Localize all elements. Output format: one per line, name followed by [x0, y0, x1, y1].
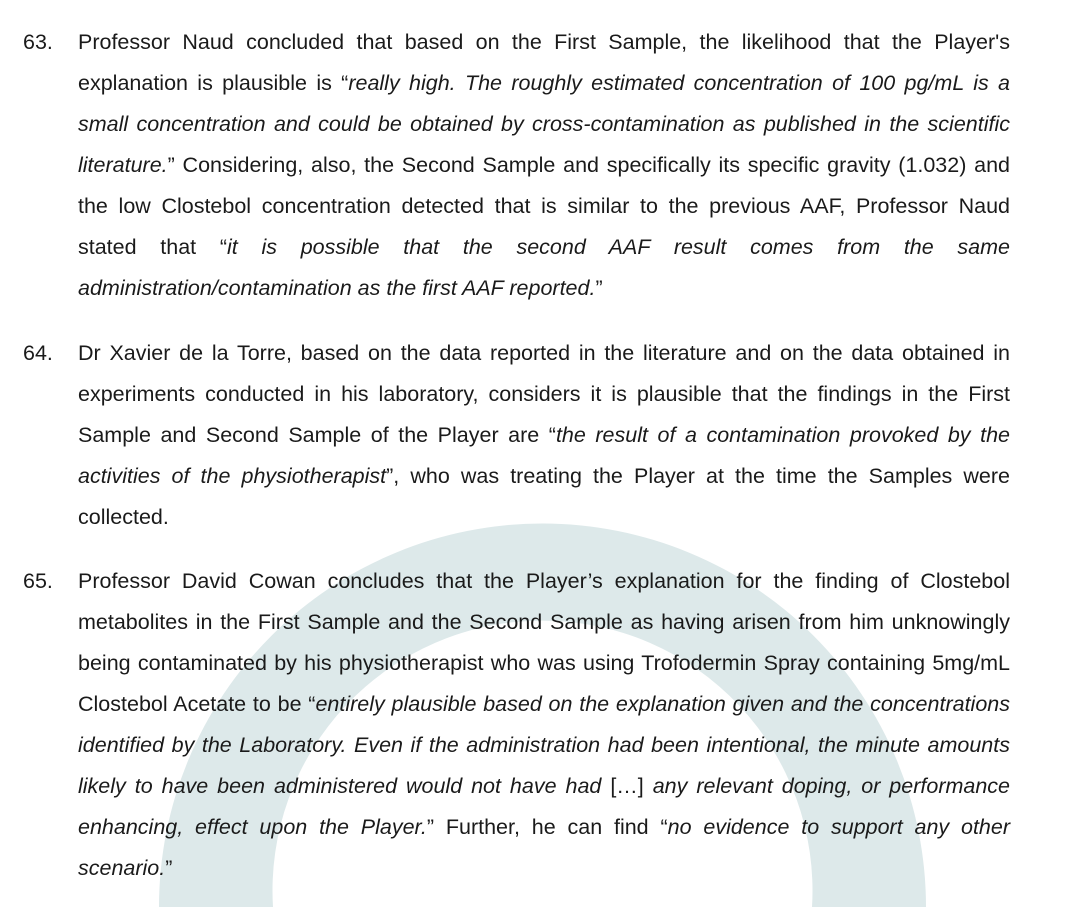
- paragraph-number: 65.: [23, 569, 53, 593]
- text-segment: Professor Naud concluded that based on the First Sample, the likelihood that the Player's explanation is plausible is “: [78, 30, 1010, 95]
- quoted-text: the result of a contamination provoked by the activities of the physiotherapist: [78, 423, 1010, 488]
- text-segment: Dr Xavier de la Torre, based on the data reported in the literature and on the data obtained in experiments conducted in his laboratory, considers it is plausible that the findings in the First Sample and Second Sample of the Player are “: [78, 341, 1010, 447]
- text-segment: ” Further, he can find “: [426, 815, 668, 839]
- text-segment: […]: [610, 774, 644, 798]
- paragraph-number: 63.: [23, 30, 53, 54]
- text-segment: ”, who was treating the Player at the time the Samples were collected.: [78, 464, 1010, 529]
- text-segment: Professor David Cowan concludes that the Player’s explanation for the finding of Clostebol metabolites in the First Sample and the Second Sample as having arisen from him unknowingly being contaminated by his physiotherapist who was using Trofodermin Spray containing 5mg/mL Clostebol Acetate to be “: [78, 569, 1010, 716]
- quoted-text: really high. The roughly estimated concentration of 100 pg/mL is a small concentration and could be obtained by cross-contamination as published in the scientific literature.: [78, 71, 1010, 177]
- paragraph-number: 64.: [23, 341, 53, 365]
- paragraph-text: [78, 561, 1010, 889]
- quoted-text: it is possible that the second AAF result comes from the same administration/contamination as the first AAF reported.: [78, 235, 1010, 300]
- text-segment: ”: [595, 276, 603, 300]
- quoted-text: entirely plausible based on the explanation given and the concentrations identified by the Laboratory. Even if the administration had been intentional, the minute amounts likely to have been administered would not have had: [78, 692, 1010, 798]
- paragraph-text: [78, 22, 1010, 309]
- quoted-text: any relevant doping, or performance enhancing, effect upon the Player.: [78, 774, 1011, 839]
- text-segment: ”: [165, 856, 173, 880]
- text-segment: ” Considering, also, the Second Sample and specifically its specific gravity (1.032) and the low Clostebol concentration detected that is similar to the previous AAF, Professor Naud stated that “: [78, 153, 1010, 259]
- quoted-text: no evidence to support any other scenario.: [78, 815, 1010, 880]
- paragraph-text: [78, 333, 1010, 538]
